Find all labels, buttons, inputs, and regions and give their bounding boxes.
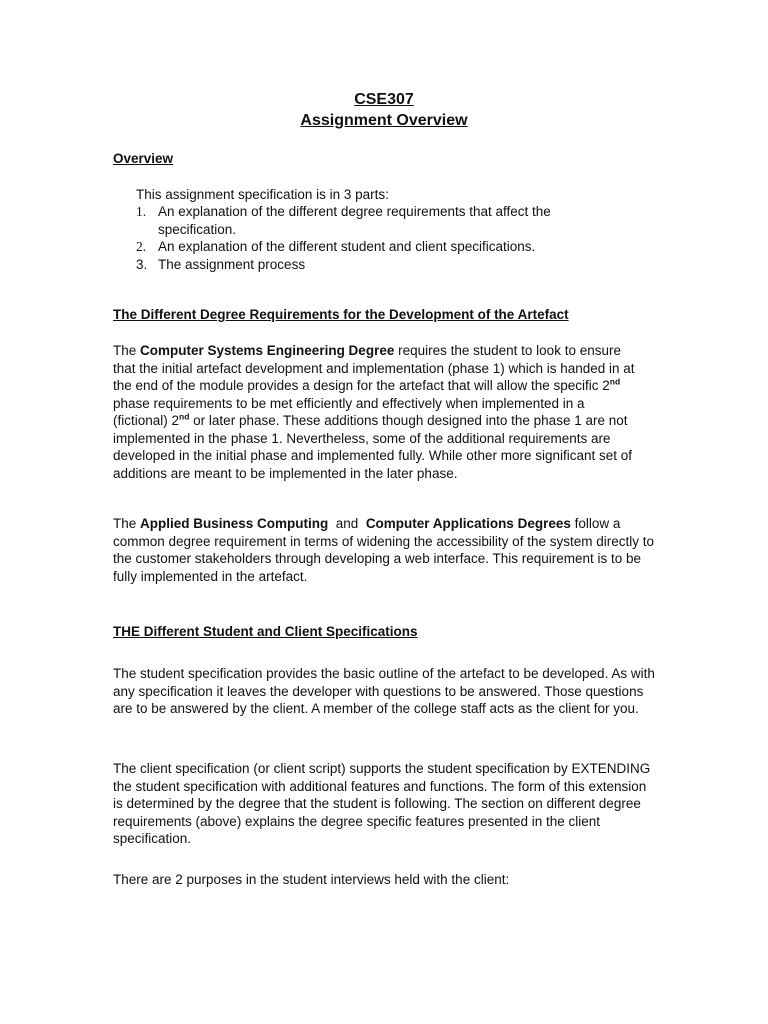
overview-heading: Overview: [113, 151, 174, 166]
overview-intro: This assignment specification is in 3 parts:: [136, 187, 389, 202]
degree-name-ca: Computer Applications Degrees: [365, 516, 571, 531]
degree-name-abc: Applied Business Computing: [140, 516, 329, 531]
spec-paragraph-1: The student specification provides the basic outline of the artefact to be developed. As with any specification it leaves the developer with questions to be answered. Those questions are to be answered by the client. A member of the college staff acts as the client for you.: [113, 666, 655, 716]
spec-paragraph-2: The client specification (or client script) supports the student specification by EXTENDING the student specification with additional features and functions. The form of this extension is determined by the degree that the student is following. The section on different degree requirements (above) explains the degree specific features presented in the client specification.: [113, 761, 651, 846]
list-number: 2.: [136, 239, 147, 254]
degree-paragraph-2: The Applied Business Computing and Computer Applications Degrees follow a common degree requirement in terms of widening the accessibility of the system directly to the customer stakeholders through developing a web interface. This requirement is to be fully implemented in the artefact.: [113, 516, 654, 584]
degree-name-cse: Computer Systems Engineering Degree: [140, 343, 395, 358]
list-item-text: An explanation of the different degree requirements that affect the specification.: [158, 204, 551, 237]
degree-paragraph-1: The Computer Systems Engineering Degree requires the student to look to ensure that the initial artefact development and implementation (phase 1) which is handed in at the end of the module provides a design for the artefact that will allow the specific 2nd phase requirements to be met efficiently and effectively when implemented in a (fictional) 2nd or later phase. These additions though designed into the phase 1 are not implemented in the phase 1. Nevertheless, some of the additional requirements are developed in the initial phase and implemented fully. While other more significant set of additions are meant to be implemented in the later phase.: [113, 343, 635, 481]
doc-title: Assignment Overview: [300, 112, 468, 129]
list-item-text: The assignment process: [158, 256, 306, 272]
list-number: 3.: [136, 256, 148, 272]
list-item-text: An explanation of the different student and client specifications.: [158, 239, 536, 254]
list-number: 1.: [136, 204, 147, 219]
list-item: [136, 238, 626, 256]
spec-paragraph-3: There are 2 purposes in the student interviews held with the client:: [113, 872, 510, 887]
list-item: [136, 256, 626, 274]
list-item: [136, 203, 626, 238]
doc-title-code: CSE307: [354, 91, 414, 108]
degree-section-heading: The Different Degree Requirements for the Development of the Artefact: [113, 307, 569, 322]
overview-list: [136, 203, 626, 273]
spec-section-heading: THE Different Student and Client Specifications: [113, 624, 418, 639]
